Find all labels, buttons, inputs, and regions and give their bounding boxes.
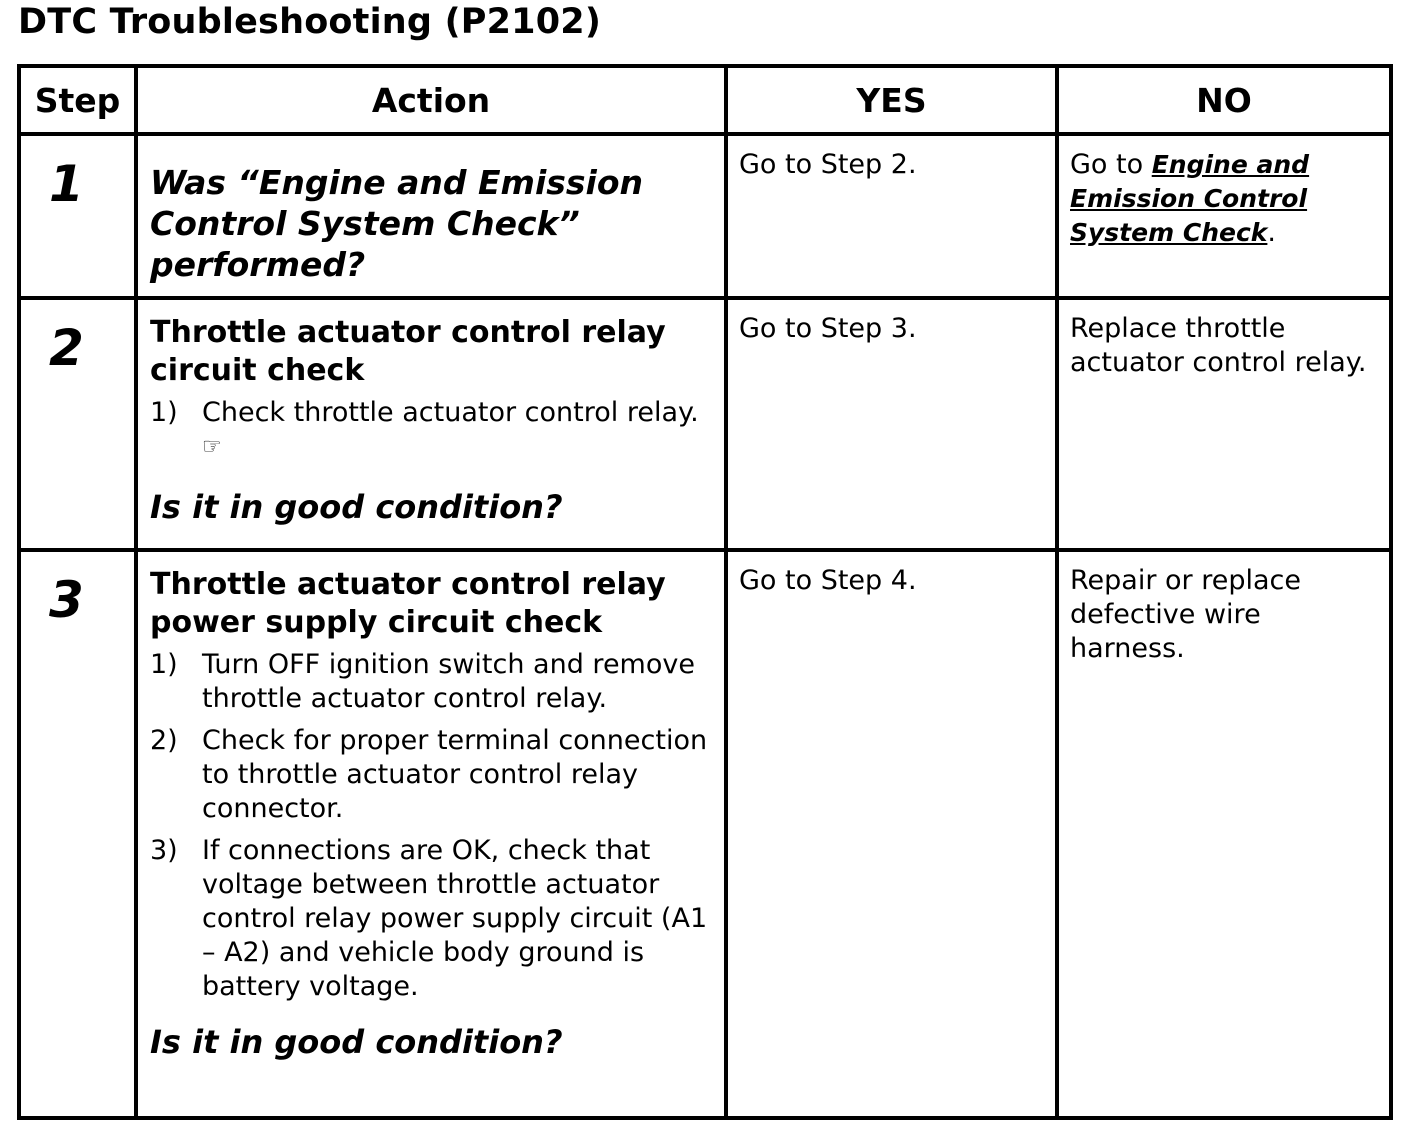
item-text: Turn OFF ignition switch and remove throttle actuator control relay. (202, 649, 695, 714)
header-yes: YES (726, 66, 1057, 134)
table-row (19, 134, 1391, 298)
no-suffix: . (1267, 217, 1276, 248)
header-row (19, 66, 1391, 134)
table-row (19, 550, 1391, 1118)
action-cell (136, 298, 726, 550)
yes-text: Go to Step 4. (739, 565, 917, 596)
action-heading: Throttle actuator control relay circuit check (150, 315, 666, 388)
list-item (150, 648, 714, 716)
action-steps (150, 396, 714, 465)
reference-icon[interactable]: ☞ (202, 434, 222, 460)
header-step: Step (19, 66, 136, 134)
step-number: 3 (49, 571, 84, 629)
no-cell (1057, 134, 1391, 298)
list-item (150, 396, 714, 465)
item-text: Check for proper terminal connection to throttle actuator control relay connector. (202, 725, 708, 824)
header-no: NO (1057, 66, 1391, 134)
yes-cell (726, 550, 1057, 1118)
no-prefix: Go to (1070, 149, 1152, 180)
step-cell (19, 550, 136, 1118)
no-text: Repair or replace defective wire harness. (1070, 565, 1301, 664)
action-cell (136, 134, 726, 298)
no-text (1059, 136, 1389, 250)
item-number: 3) (150, 835, 178, 866)
item-number: 2) (150, 725, 178, 756)
list-item (150, 834, 714, 1004)
engine-emission-check-link[interactable]: Engine and Emission Control System Check (1070, 150, 1310, 247)
yes-cell (726, 134, 1057, 298)
step-number: 2 (49, 319, 84, 377)
action-question: Was “Engine and Emission Control System Check” performed? (150, 163, 644, 284)
action-cell (136, 550, 726, 1118)
step-cell (19, 134, 136, 298)
header-action: Action (136, 66, 726, 134)
no-cell (1057, 550, 1391, 1118)
step-number: 1 (49, 155, 84, 213)
troubleshooting-table (17, 64, 1393, 1120)
action-steps (150, 648, 714, 1004)
item-text: If connections are OK, check that voltage between throttle actuator control relay power supply circuit (A1 – A2) and vehicle body ground is battery voltage. (202, 835, 708, 1002)
yes-text: Go to Step 3. (739, 313, 917, 344)
action-question: Is it in good condition? (150, 1023, 563, 1061)
yes-cell (726, 298, 1057, 550)
action-heading: Throttle actuator control relay power supply circuit check (150, 567, 666, 640)
yes-text: Go to Step 2. (739, 149, 917, 180)
item-text: Check throttle actuator control relay. (202, 397, 699, 428)
page-title: DTC Troubleshooting (P2102) (18, 2, 602, 42)
action-question: Is it in good condition? (150, 487, 563, 526)
table-row (19, 298, 1391, 550)
item-number: 1) (150, 397, 178, 428)
no-text: Replace throttle actuator control relay. (1070, 313, 1367, 378)
list-item (150, 724, 714, 826)
item-number: 1) (150, 649, 178, 680)
step-cell (19, 298, 136, 550)
no-cell (1057, 298, 1391, 550)
